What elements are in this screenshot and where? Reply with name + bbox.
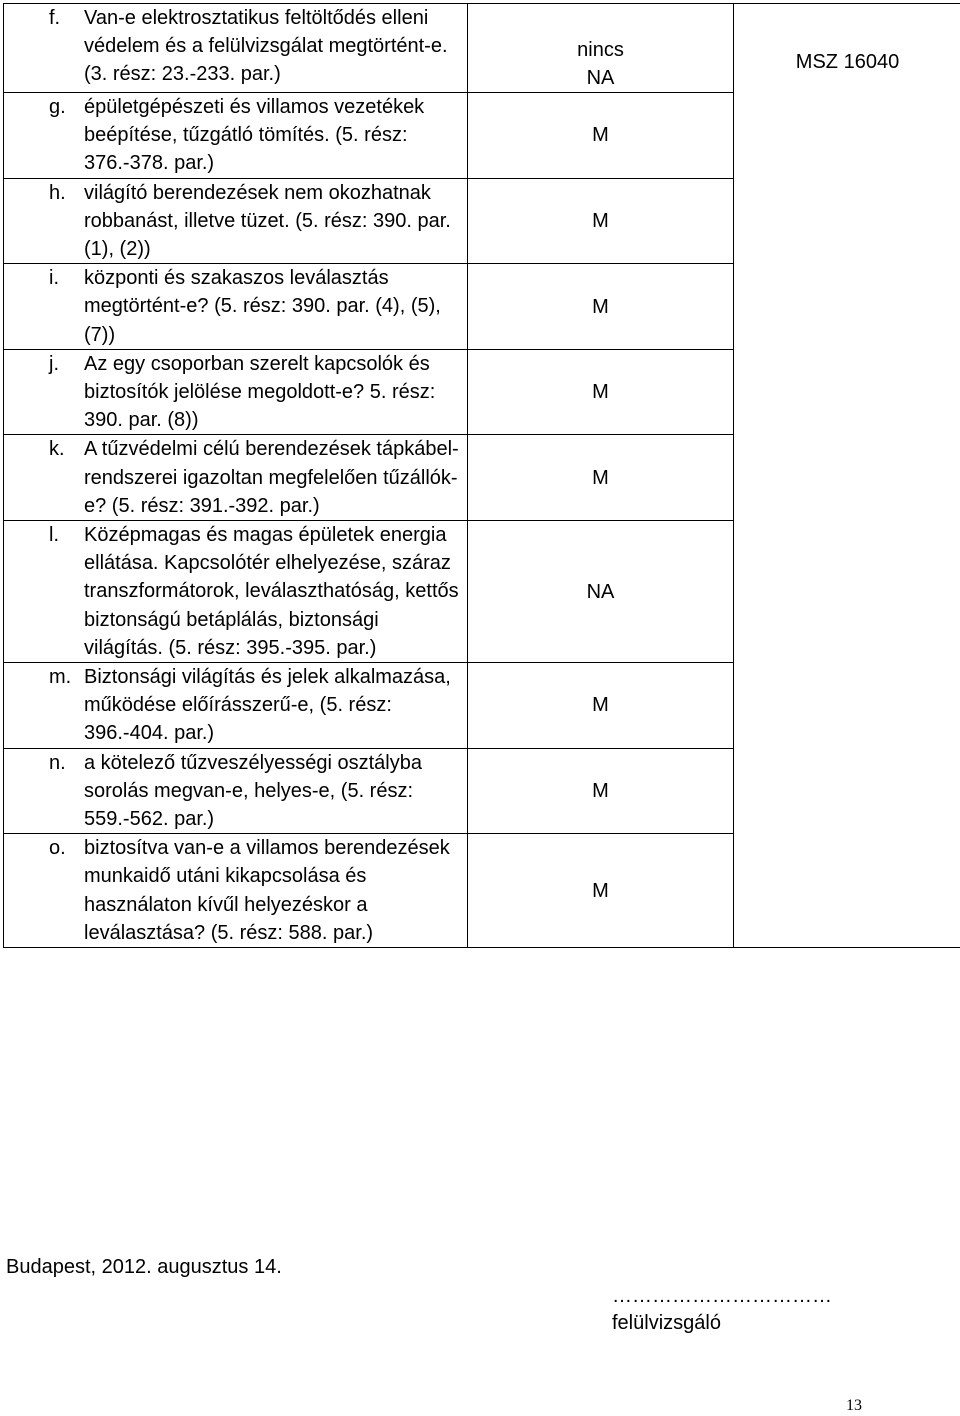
item-letter: k. xyxy=(49,435,65,463)
item-letter: g. xyxy=(49,93,66,121)
item-letter: o. xyxy=(49,834,66,862)
checklist-table xyxy=(3,3,960,948)
status-value: M xyxy=(592,210,609,232)
item-text: Középmagas és magas épületek energia ellátása. Kapcsolótér elhelyezése, száraz transzformátorok, leválaszthatóság, kettős biztonságú betáplálás, biztonsági világítás. (5. rész: 395.-395. par.) xyxy=(84,524,459,659)
item-cell xyxy=(4,521,468,663)
status-value: M xyxy=(592,880,609,902)
status-cell xyxy=(468,663,734,749)
status-cell xyxy=(468,521,734,663)
list-item xyxy=(4,264,467,349)
status-value: M xyxy=(592,467,609,489)
item-cell xyxy=(4,349,468,435)
status-value: M xyxy=(592,694,609,716)
status-cell xyxy=(468,748,734,834)
status-value: M xyxy=(592,780,609,802)
item-letter: l. xyxy=(49,521,59,549)
item-letter: f. xyxy=(49,4,60,32)
table-row xyxy=(4,4,960,93)
item-cell xyxy=(4,264,468,350)
item-text: világító berendezések nem okozhatnak robbanást, illetve tüzet. (5. rész: 390. par. (1), (2)) xyxy=(84,182,451,260)
list-item xyxy=(4,93,467,178)
list-item xyxy=(4,521,467,662)
standard-reference: MSZ 16040 xyxy=(734,4,960,76)
place-and-date: Budapest, 2012. augusztus 14. xyxy=(6,1253,282,1281)
item-text: épületgépészeti és villamos vezetékek beépítése, tűzgátló tömítés. (5. rész: 376.-378. par.) xyxy=(84,96,424,174)
status-cell xyxy=(468,349,734,435)
status-cell xyxy=(468,834,734,948)
list-item xyxy=(4,435,467,520)
item-cell xyxy=(4,4,468,93)
item-text: Biztonsági világítás és jelek alkalmazása, működése előírásszerű-e, (5. rész: 396.-404. par.) xyxy=(84,666,451,744)
item-text: Az egy csoporban szerelt kapcsolók és biztosítók jelölése megoldott-e? 5. rész: 390. par. (8)) xyxy=(84,353,435,431)
status-value: NA xyxy=(468,64,733,92)
list-item xyxy=(4,834,467,947)
list-item xyxy=(4,350,467,435)
standard-cell xyxy=(734,4,960,948)
status-cell xyxy=(468,93,734,179)
item-text: biztosítva van-e a villamos berendezések munkaidő utáni kikapcsolása és használaton kívűl helyezéskor a leválasztása? (5. rész: 588. par.) xyxy=(84,837,450,944)
status-cell xyxy=(468,435,734,521)
item-letter: m. xyxy=(49,663,71,691)
status-cell xyxy=(468,4,734,93)
page-number: 13 xyxy=(846,1396,862,1416)
status-value: M xyxy=(592,296,609,318)
item-text: Van-e elektrosztatikus feltöltődés elleni védelem és a felülvizsgálat megtörtént-e. (3. rész: 23.-233. par.) xyxy=(84,7,448,85)
item-text: központi és szakaszos leválasztás megtörtént-e? (5. rész: 390. par. (4), (5), (7)) xyxy=(84,267,441,345)
signature-line: …………………………… xyxy=(612,1284,832,1308)
status-value: M xyxy=(592,124,609,146)
item-letter: h. xyxy=(49,179,66,207)
list-item xyxy=(4,749,467,834)
status-cell xyxy=(468,264,734,350)
status-cell xyxy=(468,178,734,264)
status-value: nincs xyxy=(468,36,733,64)
list-item xyxy=(4,4,467,89)
item-letter: i. xyxy=(49,264,59,292)
item-letter: n. xyxy=(49,749,66,777)
item-cell xyxy=(4,435,468,521)
item-cell xyxy=(4,93,468,179)
item-cell xyxy=(4,663,468,749)
item-cell xyxy=(4,178,468,264)
list-item xyxy=(4,179,467,264)
item-text: a kötelező tűzveszélyességi osztályba sorolás megvan-e, helyes-e, (5. rész: 559.-562. par.) xyxy=(84,752,422,830)
signature-label: felülvizsgáló xyxy=(612,1309,721,1337)
item-cell xyxy=(4,748,468,834)
item-text: A tűzvédelmi célú berendezések tápkábel-rendszerei igazoltan megfelelően tűzállók-e? (5. rész: 391.-392. par.) xyxy=(84,438,459,516)
list-item xyxy=(4,663,467,748)
status-value: M xyxy=(592,381,609,403)
item-cell xyxy=(4,834,468,948)
item-letter: j. xyxy=(49,350,59,378)
status-value: NA xyxy=(587,581,615,603)
